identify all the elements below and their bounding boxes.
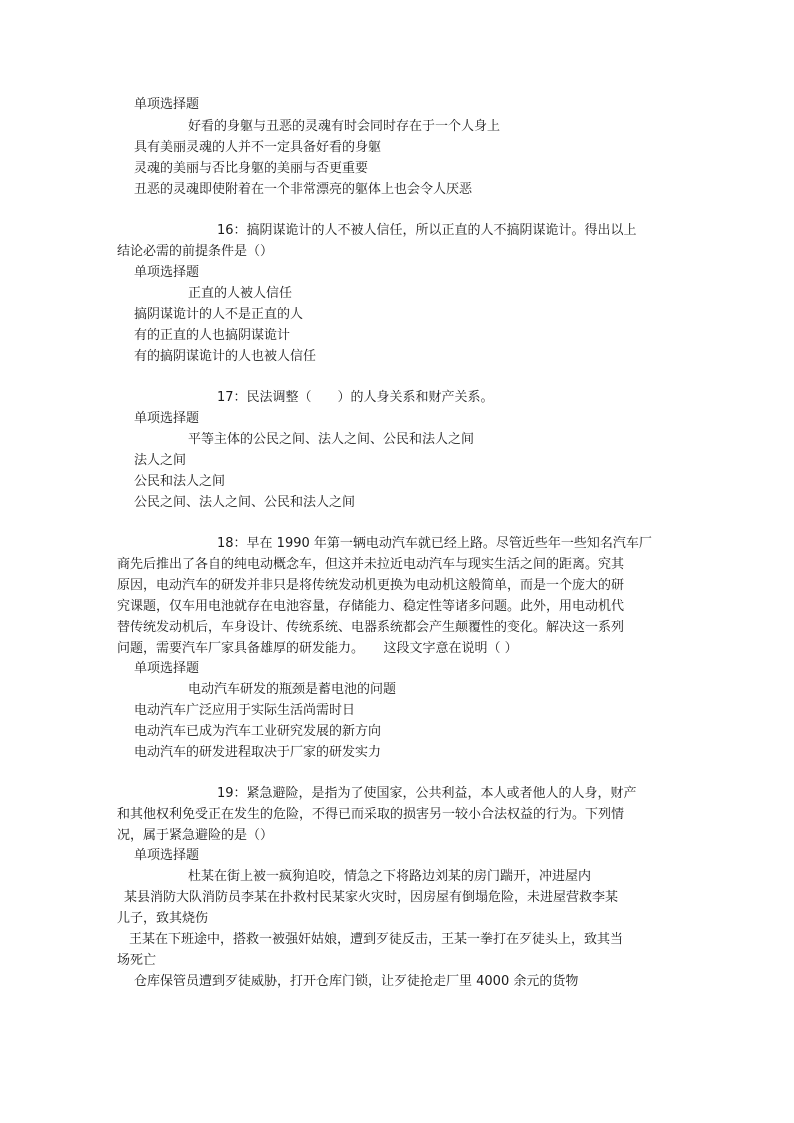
- question-stem: 原因，电动汽车的研发并非只是将传统发动机更换为电动机这般简单，而是一个庞大的研: [117, 578, 625, 593]
- question-stem: 问题，需要汽车厂家具备雄厚的研发能力。 这段文字意在说明（ ）: [117, 641, 518, 656]
- option-c: 有的正直的人也搞阴谋诡计: [134, 328, 291, 343]
- option-b: 某县消防大队消防员李某在扑救村民某家火灾时，因房屋有倒塌危险，未进屋营救李某: [124, 890, 619, 905]
- option-d: 仓库保管员遭到歹徒威胁，打开仓库门锁，让歹徒抢走厂里 4000 余元的货物: [134, 974, 579, 989]
- option-b: 搞阴谋诡计的人不是正直的人: [134, 307, 304, 322]
- option-a: 正直的人被人信任: [188, 286, 293, 301]
- question-type-label: 单项选择题: [134, 265, 200, 280]
- question-type-label: 单项选择题: [134, 97, 200, 112]
- option-b: 法人之间: [134, 453, 187, 468]
- question-stem: 18：早在 1990 年第一辆电动汽车就已经上路。尽管近些年一些知名汽车厂: [217, 536, 652, 551]
- option-a: 杜某在街上被一疯狗追咬，情急之下将路边刘某的房门踹开，冲进屋内: [188, 869, 592, 884]
- question-type-label: 单项选择题: [134, 411, 200, 426]
- question-stem: 替传统发动机后，车身设计、传统系统、电器系统都会产生颠覆性的变化。解决这一系列: [117, 620, 625, 635]
- option-d: 丑恶的灵魂即使附着在一个非常漂亮的躯体上也会令人厌恶: [134, 182, 473, 197]
- question-stem: 况，属于紧急避险的是（）: [117, 828, 274, 843]
- question-stem: 19：紧急避险，是指为了使国家，公共利益，本人或者他人的人身，财产: [217, 786, 637, 801]
- question-stem: 结论必需的前提条件是（）: [117, 244, 274, 259]
- option-a: 平等主体的公民之间、法人之间、公民和法人之间: [188, 432, 475, 447]
- option-c: 电动汽车已成为汽车工业研究发展的新方向: [134, 724, 382, 739]
- option-c: 公民和法人之间: [134, 474, 226, 489]
- option-c-continued: 场死亡: [117, 953, 157, 968]
- option-b-continued: 儿子，致其烧伤: [117, 911, 209, 926]
- question-stem: 究课题，仅车用电池就存在电池容量，存储能力、稳定性等诸多问题。此外，用电动机代: [117, 599, 625, 614]
- option-a: 电动汽车研发的瓶颈是蓄电池的问题: [188, 682, 397, 697]
- option-b: 具有美丽灵魂的人并不一定具备好看的身躯: [134, 140, 382, 155]
- option-a: 好看的身躯与丑恶的灵魂有时会同时存在于一个人身上: [188, 119, 501, 134]
- question-type-label: 单项选择题: [134, 661, 200, 676]
- option-b: 电动汽车广泛应用于实际生活尚需时日: [134, 703, 356, 718]
- question-type-label: 单项选择题: [134, 848, 200, 863]
- option-d: 有的搞阴谋诡计的人也被人信任: [134, 349, 317, 364]
- option-d: 电动汽车的研发进程取决于厂家的研发实力: [134, 745, 382, 760]
- option-c: 灵魂的美丽与否比身躯的美丽与否更重要: [134, 161, 369, 176]
- question-stem: 和其他权利免受正在发生的危险，不得已而采取的损害另一较小合法权益的行为。下列情: [117, 807, 625, 822]
- option-c: 王某在下班途中，搭救一被强奸姑娘，遭到歹徒反击，王某一拳打在歹徒头上，致其当: [129, 932, 624, 947]
- option-d: 公民之间、法人之间、公民和法人之间: [134, 495, 356, 510]
- question-stem: 16：搞阴谋诡计的人不被人信任，所以正直的人不搞阴谋诡计。得出以上: [217, 223, 637, 238]
- question-stem: 商先后推出了各自的纯电动概念车，但这并未拉近电动汽车与现实生活之间的距离。究其: [117, 557, 625, 572]
- question-stem: 17：民法调整（ ）的人身关系和财产关系。: [217, 390, 494, 405]
